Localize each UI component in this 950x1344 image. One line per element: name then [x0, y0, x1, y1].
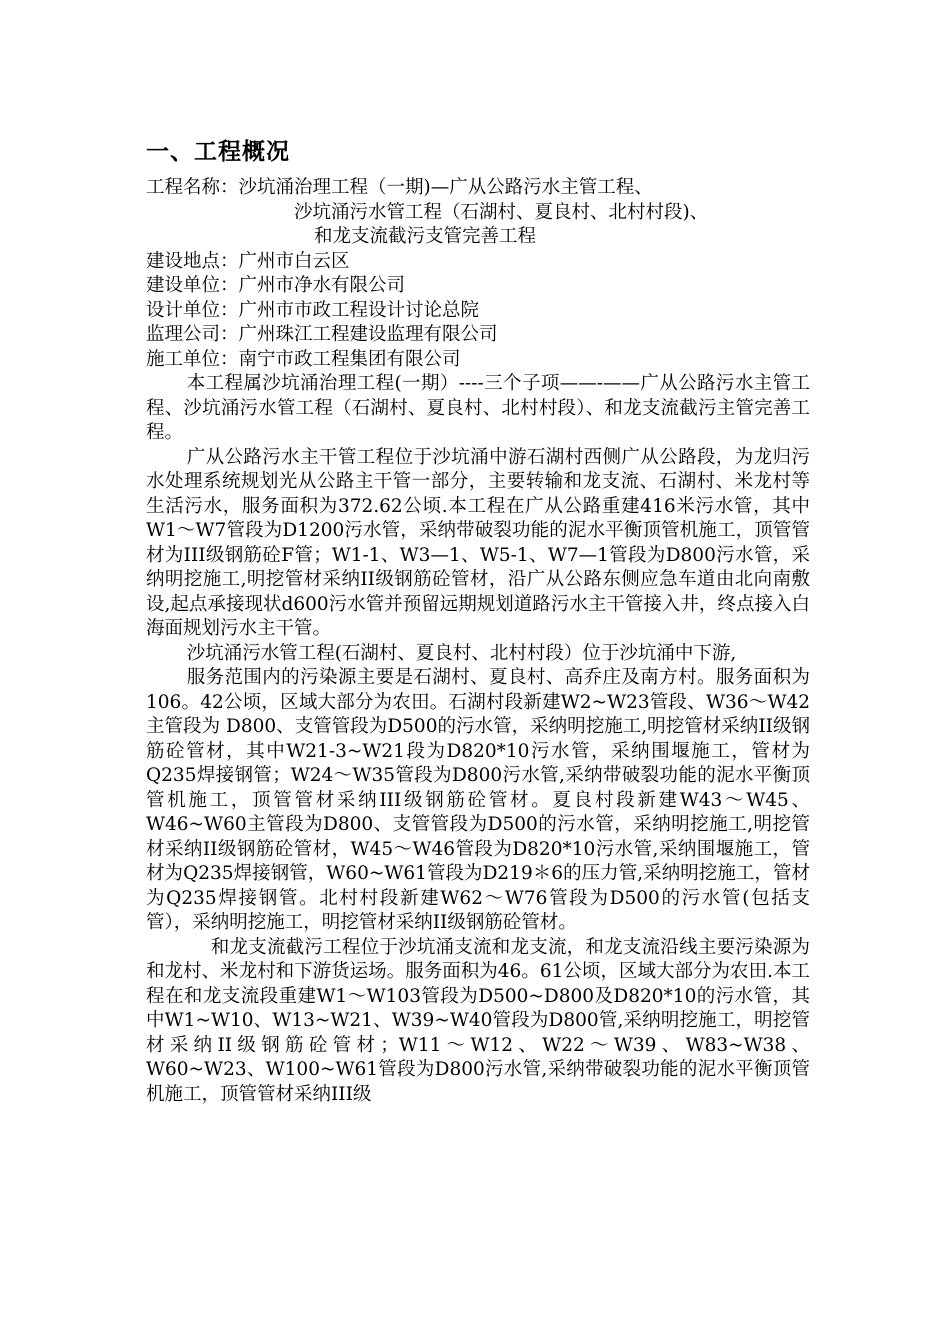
design-label: 设计单位： — [146, 299, 239, 321]
project-name-label: 工程名称： — [146, 177, 239, 198]
paragraph-helong: 和龙支流截污工程位于沙坑涌支流和龙支流，和龙支流沿线主要污染源为和龙村、米龙村和下游货运场。服务面积为46。61公顷，区域大部分为农田.本工程在和龙支流段重建W1～W103管段为D500~D800及D820*10的污水管，其中W1~W10、W13~W21、W39~W40管段为D800管,采纳明挖施工，明挖管材采纳II级钢筋砼管材；W11～W12、W22～W39、W83~W38、W60~W23、W100~W61管段为D800污水管,采纳带破裂功能的泥水平衡顶管机施工，顶管管材采纳III级 — [146, 936, 810, 1105]
construction-label: 施工单位： — [146, 348, 239, 370]
project-name-value-1: 沙坑涌治理工程（一期)—广从公路污水主管工程、 — [238, 177, 653, 198]
builder-value: 广州市净水有限公司 — [238, 275, 406, 296]
paragraph-overview: 本工程属沙坑涌治理工程(一期）----三个子项——-——广从公路污水主管工程、沙坑涌污水管工程（石湖村、夏良村、北村村段）、和龙支流截污主管完善工程。 — [146, 373, 810, 443]
paragraph-shakeng-details: 服务范围内的污染源主要是石湖村、夏良村、高乔庄及南方村。服务面积为106。42公顷，区域大部分为农田。石湖村段新建W2~W23管段、W36～W42主管段为 D800、支管管段为D500的污水管，采纳明挖施工,明挖管材采纳II级钢筋砼管材，其中W21-3~W21段为D820*10污水管，采纳围堰施工，管材为Q235焊接钢管；W24～W35管段为D800污水管,采纳带破裂功能的泥水平衡顶管机施工，顶管管材采纳III级钢筋砼管材。夏良村段新建W43～W45、W46~W60主管段为D800、支管管段为D500的污水管，采纳明挖施工,明挖管材采纳II级钢筋砼管材，W45～W46管段为D820*10污水管,采纳围堰施工，管材为Q235焊接钢管，W60~W61管段为D219＊6的压力管,采纳明挖施工，管材为Q235焊接钢管。北村村段新建W62～W76管段为D500的污水管(包括支管），采纳明挖施工，明挖管材采纳II级钢筋砼管材。 — [146, 667, 810, 933]
supervision-value: 广州珠江工程建设监理有限公司 — [238, 324, 498, 345]
project-name-line-2: 沙坑涌污水管工程（石湖村、夏良村、北村村段)、 — [294, 201, 709, 223]
builder-label: 建设单位： — [146, 275, 239, 296]
site-value: 广州市白云区 — [238, 250, 350, 272]
builder-line — [146, 274, 826, 299]
section-heading: 一、工程概况 — [146, 139, 290, 165]
project-info-block — [146, 176, 826, 372]
paragraph-guangcong: 广从公路污水主干管工程位于沙坑涌中游石湖村西侧广从公路段，为龙归污水处理系统规划光从公路主干管一部分，主要转输和龙支流、石湖村、米龙村等生活污水，服务面积为372.62公顷.本工程在广从公路重建416米污水管，其中W1～W7管段为D1200污水管，采纳带破裂功能的泥水平衡顶管机施工，顶管管材为III级钢筋砼F管；W1-1、W3—1、W5-1、W7—1管段为D800污水管，采纳明挖施工,明挖管材采纳II级钢筋砼管材，沿广从公路东侧应急车道由北向南敷设,起点承接现状d600污水管并预留远期规划道路污水主干管接入井，终点接入白海面规划污水主干管。 — [146, 446, 810, 639]
supervision-line — [146, 323, 826, 348]
body-text — [146, 372, 810, 1107]
site-label: 建设地点： — [146, 250, 239, 272]
site-line — [146, 250, 826, 275]
project-name-line-1 — [146, 176, 826, 201]
design-value: 广州市市政工程设计讨论总院 — [238, 299, 480, 321]
design-line — [146, 299, 826, 324]
paragraph-shakeng-intro: 沙坑涌污水管工程(石湖村、夏良村、北村村段）位于沙坑涌中下游, — [186, 642, 737, 664]
supervision-label: 监理公司： — [146, 324, 239, 345]
project-name-line-3: 和龙支流截污支管完善工程 — [314, 226, 537, 247]
construction-value: 南宁市政工程集团有限公司 — [238, 348, 461, 370]
construction-line — [146, 348, 826, 373]
